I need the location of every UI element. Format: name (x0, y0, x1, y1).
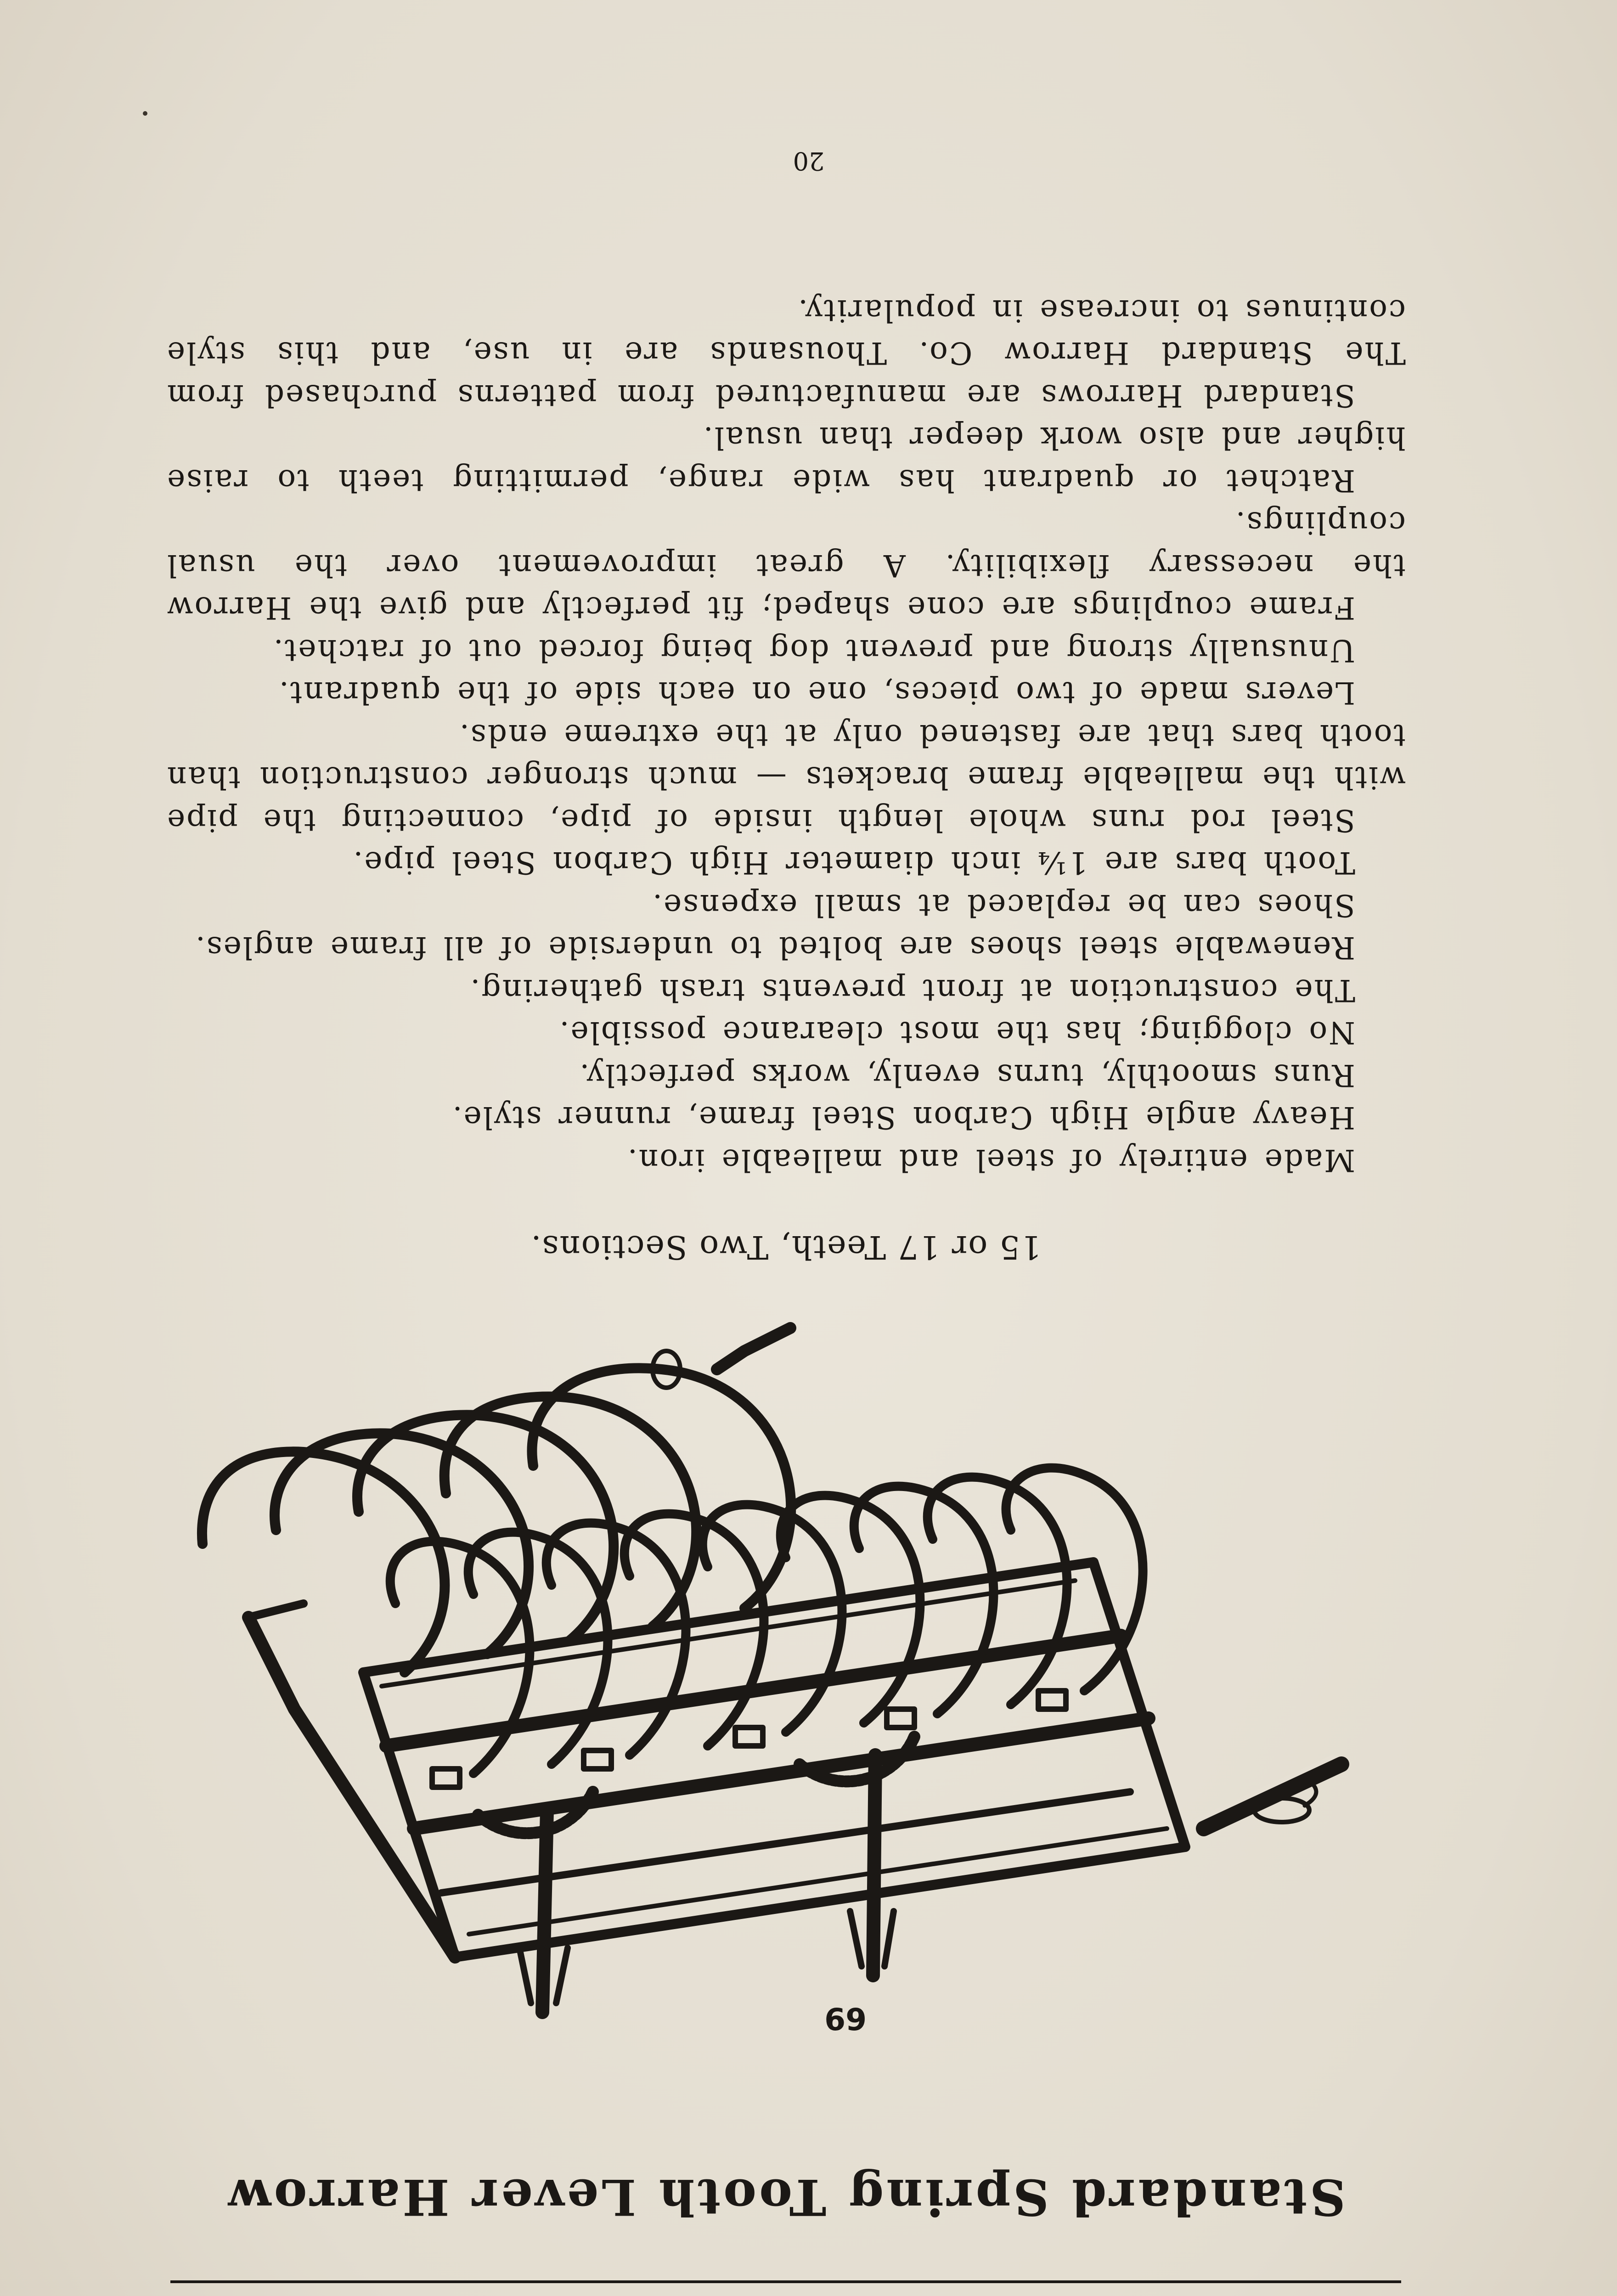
feature-paragraph: Shoes can be replaced at small expense. (651, 888, 1355, 923)
feature-paragraph: Levers made of two pieces, one on each side of the quadrant. (277, 675, 1355, 711)
spring-tooth-harrow-icon (157, 1259, 1442, 2086)
page-number: 69 (824, 2001, 867, 2036)
speck (143, 111, 147, 116)
footer-number: 20 (793, 146, 825, 175)
feature-paragraph: Unusually strong and prevent dog being forced out of ratchet. (272, 633, 1355, 668)
feature-paragraph: Made entirely of steel and malleable iron. (626, 1142, 1355, 1178)
feature-paragraph: Runs smoothly, turns evenly, works perfectly. (578, 1058, 1355, 1093)
feature-paragraph: No clogging; has the most clearance possible. (558, 1015, 1355, 1051)
feature-paragraph: Steel rod runs whole length inside of pipe, connecting the pipe with the malleable frame brackets — much stronger construction than tooth bars that are fastened only at the extreme ends. (166, 718, 1406, 838)
feature-paragraph: Heavy angle High Carbon Steel frame, runner style. (451, 1100, 1355, 1136)
feature-paragraph: Ratchet or quadrant has wide range, permitting teeth to raise higher and also work deeper than usual. (166, 420, 1406, 498)
feature-paragraph: Frame couplings are cone shaped; fit perfectly and give the Harrow the necessary flexibility. A great improvement over the usual couplings. (166, 505, 1406, 626)
page-title: Standard Spring Tooth Lever Harrow (225, 2168, 1346, 2226)
feature-paragraph: Standard Harrows are manufactured from patterns purchased from The Standard Harrow Co. Thousands are in use, and this style continues to increase in popularity. (166, 293, 1406, 413)
feature-paragraph: The construction at front prevents trash gathering. (469, 973, 1355, 1008)
model-subtitle: 15 or 17 Teeth, Two Sections. (530, 1228, 1042, 1266)
feature-paragraph: Tooth bars are 1¼ inch diameter High Carbon Steel pipe. (352, 845, 1355, 881)
feature-paragraph: Renewable steel shoes are bolted to underside of all frame angles. (194, 930, 1355, 966)
header-rule-bottom (170, 2280, 1401, 2283)
feature-description (166, 289, 1406, 1182)
